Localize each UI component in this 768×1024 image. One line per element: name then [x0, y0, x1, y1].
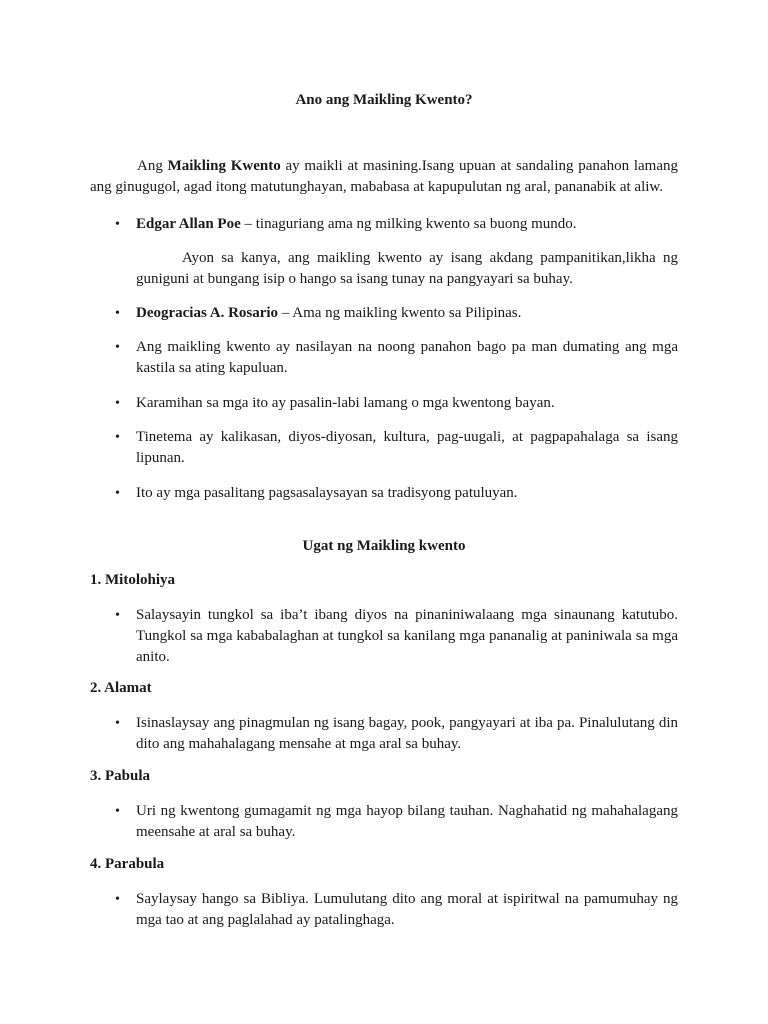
heading-pabula: 3. Pabula	[90, 768, 151, 784]
bullet-point-4	[90, 483, 678, 504]
page-title: Ano ang Maikling Kwento?	[295, 92, 473, 108]
point-text: Ang maikling kwento ay nasilayan na noong panahon bago pa man dumating ang mga kastila sa ating kapuluan.	[136, 339, 678, 376]
bullet-icon: •	[115, 892, 120, 907]
poe-paragraph: Ayon sa kanya, ang maikling kwento ay isang akdang pampanitikan,likha ng guniguni at bungang isip o hango sa isang tunay na pangyayari sa buhay.	[136, 250, 678, 287]
bullet-icon: •	[115, 340, 120, 355]
intro-rest: ay maikli at masining.Isang upuan at sandaling panahon lamang ang ginugugol, agad itong matutunghayan, mababasa at kapupulutan ng aral, pananabik at aliw.	[90, 158, 678, 195]
section-text: Saylaysay hango sa Bibliya. Lumulutang dito ang moral at ispiritwal na pamumuhay ng mga tao at ang paglalahad ay patalinghaga.	[136, 891, 678, 928]
bullet-point-3	[90, 427, 678, 469]
bullet-alamat	[90, 713, 678, 755]
bullet-icon: •	[115, 396, 120, 411]
bullet-icon: •	[115, 217, 120, 232]
bullet-point-2	[90, 393, 678, 414]
bullet-icon: •	[115, 306, 120, 321]
section-text: Salaysayin tungkol sa iba’t ibang diyos na pinaniniwalaang mga sinaunang katutubo. Tungkol sa mga kababalaghan at tungkol sa kanilang mga pananalig at paniniwala sa mga anito.	[136, 607, 678, 665]
poe-desc: – tinaguriang ama ng milking kwento sa buong mundo.	[240, 216, 577, 232]
bullet-point-1	[90, 337, 678, 379]
bullet-icon: •	[115, 486, 120, 501]
heading-parabula: 4. Parabula	[90, 856, 165, 872]
intro-term: Maikling Kwento	[167, 158, 281, 174]
section-text: Isinaslaysay ang pinagmulan ng isang bagay, pook, pangyayari at iba pa. Pinalulutang din dito ang mahahalagang mensahe at mga aral sa buhay.	[136, 715, 678, 752]
bullet-icon: •	[115, 608, 120, 623]
bullet-parabula	[90, 889, 678, 931]
bullet-poe	[90, 214, 678, 235]
bullet-rosario	[90, 303, 678, 324]
section-text: Uri ng kwentong gumagamit ng mga hayop bilang tauhan. Naghahatid ng mahahalagang meensahe at aral sa buhay.	[136, 803, 678, 840]
intro-paragraph	[90, 156, 678, 198]
point-text: Karamihan sa mga ito ay pasalin-labi lamang o mga kwentong bayan.	[136, 395, 555, 411]
bullet-icon: •	[115, 430, 120, 445]
rosario-name: Deogracias A. Rosario	[136, 305, 279, 321]
rosario-desc: – Ama ng maikling kwento sa Pilipinas.	[278, 305, 522, 321]
section-title: Ugat ng Maikling kwento	[302, 538, 466, 554]
heading-mitolohiya: 1. Mitolohiya	[90, 572, 175, 588]
point-text: Ito ay mga pasalitang pagsasalaysayan sa tradisyong patuluyan.	[136, 485, 518, 501]
bullet-mitolohiya	[90, 605, 678, 668]
heading-alamat: 2. Alamat	[90, 680, 152, 696]
bullet-icon: •	[115, 716, 120, 731]
bullet-icon: •	[115, 804, 120, 819]
poe-name: Edgar Allan Poe	[136, 216, 241, 232]
point-text: Tinetema ay kalikasan, diyos-diyosan, kultura, pag-uugali, at pagpapahalaga sa isang lipunan.	[136, 429, 678, 466]
intro-lead: Ang	[137, 158, 168, 174]
bullet-pabula	[90, 801, 678, 843]
